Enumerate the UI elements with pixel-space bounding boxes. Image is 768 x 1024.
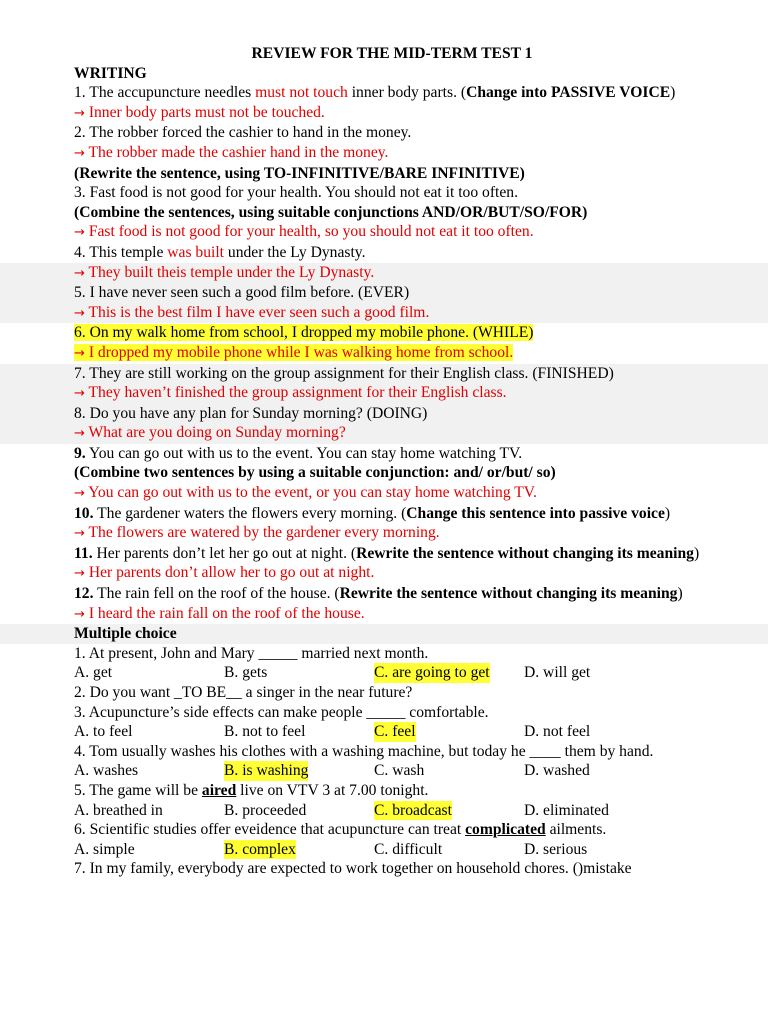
arrow-icon: → (74, 386, 85, 402)
mc-q4: 4. Tom usually washes his clothes with a washing machine, but today he ____ them by hand. (74, 742, 654, 760)
arrow-icon: → (74, 486, 85, 502)
writing-a11: → Her parents don’t allow her to go out at night. (74, 564, 375, 582)
mc-q2: 2. Do you want _TO BE__ a singer in the near future? (74, 684, 413, 701)
mc-q7: 7. In my family, everybody are expected to work together on household chores. ()mistake (74, 860, 632, 878)
option-b-selected: B. is washing (224, 762, 309, 780)
mc-options-3 (74, 722, 710, 742)
writing-q2: 2. The robber forced the cashier to hand in the money. (74, 124, 412, 142)
option-c-selected: C. feel (374, 723, 416, 741)
writing-q4: 4. This temple was built under the Ly Dynasty. (74, 243, 366, 261)
arrow-icon: → (74, 526, 85, 542)
underlined-word: aired (201, 781, 237, 799)
writing-q5: 5. I have never seen such a good film before. (EVER) (0, 283, 768, 303)
arrow-icon: → (74, 105, 85, 121)
arrow-icon: → (74, 426, 85, 442)
mc-q6: 6. Scientific studies offer eveidence that acupuncture can treat complicated ailments. (74, 821, 607, 839)
option-a: A. to feel (74, 723, 133, 741)
writing-a10: → The flowers are watered by the gardener every morning. (74, 524, 440, 542)
mc-q1: 1. At present, John and Mary _____ married next month. (74, 644, 429, 662)
arrow-icon: → (74, 225, 85, 241)
option-d: D. not feel (524, 723, 591, 741)
mc-options-4 (74, 761, 710, 781)
mc-options-6 (74, 840, 710, 860)
writing-heading: WRITING (74, 64, 147, 82)
writing-q8: 8. Do you have any plan for Sunday morning? (DOING) (0, 404, 768, 424)
arrow-icon: → (74, 345, 85, 361)
mc-options-5 (74, 801, 710, 821)
mc-heading: Multiple choice (0, 624, 768, 644)
option-b: B. gets (224, 664, 268, 682)
mc-q3: 3. Acupuncture’s side effects can make people _____ comfortable. (74, 703, 489, 721)
mc-options-1 (74, 663, 710, 683)
arrow-icon: → (74, 265, 85, 281)
writing-instr9: (Combine two sentences by using a suitable conjunction: and/ or/but/ so) (74, 464, 556, 482)
writing-q11: 11. Her parents don’t let her go out at night. (Rewrite the sentence without changing its meaning) (74, 544, 700, 562)
writing-a8: → What are you doing on Sunday morning? (0, 423, 768, 444)
arrow-icon: → (74, 606, 85, 622)
writing-a12: → I heard the rain fall on the roof of the house. (74, 604, 365, 622)
underlined-word: complicated (465, 821, 546, 839)
option-a: A. simple (74, 840, 135, 858)
writing-a7: → They haven’t finished the group assignment for their English class. (0, 383, 768, 404)
option-d: D. will get (524, 664, 591, 682)
page-title: REVIEW FOR THE MID-TERM TEST 1 (251, 45, 533, 62)
option-a: A. get (74, 664, 113, 682)
option-c-selected: C. are going to get (374, 664, 490, 682)
option-d: D. eliminated (524, 801, 609, 819)
option-d: D. washed (524, 762, 590, 780)
writing-q9: 9. You can go out with us to the event. You can stay home watching TV. (74, 444, 523, 462)
option-c-selected: C. broadcast (374, 801, 452, 819)
option-d: D. serious (524, 840, 588, 858)
arrow-icon: → (74, 566, 85, 582)
option-b: B. not to feel (224, 723, 306, 741)
writing-instr3: (Combine the sentences, using suitable conjunctions AND/OR/BUT/SO/FOR) (74, 203, 588, 221)
writing-q3: 3. Fast food is not good for your health. You should not eat it too often. (74, 184, 518, 202)
writing-q6: 6. On my walk home from school, I dropped my mobile phone. (WHILE) (74, 324, 534, 342)
writing-q10: 10. The gardener waters the flowers every morning. (Change this sentence into passive voice) (74, 504, 671, 522)
option-a: A. breathed in (74, 801, 163, 819)
writing-q1: 1. The accupuncture needles must not touch inner body parts. (Change into PASSIVE VOICE) (74, 84, 676, 102)
writing-a6: → I dropped my mobile phone while I was walking home from school. (74, 343, 514, 361)
arrow-icon: → (74, 305, 85, 321)
option-b-selected: B. complex (224, 840, 296, 858)
writing-q12: 12. The rain fell on the roof of the house. (Rewrite the sentence without changing its meaning) (74, 585, 683, 603)
writing-a9: → You can go out with us to the event, or you can stay home watching TV. (74, 484, 537, 502)
option-b: B. proceeded (224, 801, 307, 819)
option-c: C. difficult (374, 840, 443, 858)
writing-q7: 7. They are still working on the group assignment for their English class. (FINISHED) (0, 364, 768, 384)
option-c: C. wash (374, 762, 425, 780)
writing-a5: → This is the best film I have ever seen such a good film. (0, 303, 768, 324)
writing-a3: → Fast food is not good for your health, so you should not eat it too often. (74, 223, 534, 241)
writing-a1: → Inner body parts must not be touched. (74, 103, 325, 121)
writing-a4: → They built theis temple under the Ly Dynasty. (0, 263, 768, 284)
option-a: A. washes (74, 762, 139, 780)
arrow-icon: → (74, 145, 85, 161)
mc-q5: 5. The game will be aired live on VTV 3 at 7.00 tonight. (74, 781, 429, 799)
writing-a2: → The robber made the cashier hand in the money. (74, 143, 389, 161)
writing-instr2: (Rewrite the sentence, using TO-INFINITIVE/BARE INFINITIVE) (74, 164, 525, 182)
